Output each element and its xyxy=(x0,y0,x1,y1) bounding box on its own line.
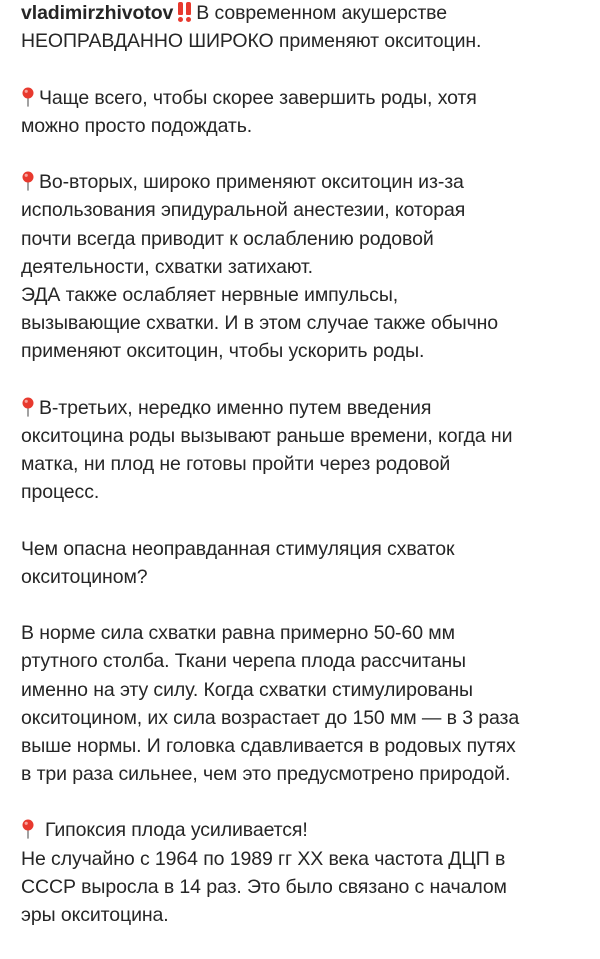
username-link[interactable]: vladimirzhivotov xyxy=(21,2,174,24)
caption-line: вызывающие схватки. И в этом случае также обычно xyxy=(21,312,499,335)
caption-line: Не случайно с 1964 по 1989 гг XX века частота ДЦП в xyxy=(21,847,506,870)
caption-line: окситоцином, их сила возрастает до 150 мм — в 3 раза xyxy=(21,706,520,729)
caption-line: матка, ни плод не готовы пройти через родовой xyxy=(21,453,451,475)
caption-line: в три раза сильнее, чем это предусмотрено природой. xyxy=(21,763,511,786)
caption-text: В современном акушерстве xyxy=(196,2,447,24)
paragraph-gap xyxy=(21,140,591,168)
caption-line: окситоцином? xyxy=(21,565,148,588)
caption-text: Во-вторых, широко применяют окситоцин из-за xyxy=(39,171,464,194)
caption-line: окситоцина роды вызывают раньше времени, когда ни xyxy=(21,424,513,447)
caption-text: Гипоксия плода усиливается! xyxy=(45,819,308,842)
round-pushpin-icon xyxy=(21,87,35,107)
caption-line: можно просто подождать. xyxy=(21,114,253,137)
caption-line: применяют окситоцин, чтобы ускорить роды. xyxy=(21,340,425,363)
caption-line: выше нормы. И головка сдавливается в родовых путях xyxy=(21,734,516,757)
paragraph-gap xyxy=(21,788,591,816)
caption-line: ртутного столба. Ткани черепа плода рассчитаны xyxy=(21,650,466,673)
caption-line: В норме сила схватки равна примерно 50-60 мм xyxy=(21,622,455,645)
caption-text: В-третьих, нередко именно путем введения xyxy=(39,396,432,419)
paragraph-gap xyxy=(21,55,591,83)
paragraph-gap xyxy=(21,506,591,534)
paragraph-gap xyxy=(21,591,591,619)
caption-line xyxy=(21,84,591,112)
caption-line: деятельности, схватки затихают. xyxy=(21,255,313,278)
caption-line-1 xyxy=(21,0,591,27)
caption-line: процесс. xyxy=(21,481,100,504)
caption-line xyxy=(21,168,591,196)
round-pushpin-icon xyxy=(21,819,35,839)
caption-line: именно на эту силу. Когда схватки стимулированы xyxy=(21,678,473,701)
double-exclamation-icon xyxy=(177,2,193,22)
caption-line: ЭДА также ослабляет нервные импульсы, xyxy=(21,283,399,306)
caption-line: НЕОПРАВДАННО ШИРОКО применяют окситоцин. xyxy=(21,30,482,53)
caption-line xyxy=(21,816,591,844)
paragraph-gap xyxy=(21,365,591,393)
caption-line xyxy=(21,394,591,422)
post-caption xyxy=(21,0,591,929)
caption-line: СССР выросла в 14 раз. Это было связано с началом xyxy=(21,875,507,898)
caption-line: Чем опасна неоправданная стимуляция схваток xyxy=(21,537,455,560)
caption-line: использования эпидуральной анестезии, которая xyxy=(21,199,466,222)
caption-line: эры окситоцина. xyxy=(21,904,169,926)
round-pushpin-icon xyxy=(21,397,35,417)
round-pushpin-icon xyxy=(21,171,35,191)
caption-text: Чаще всего, чтобы скорее завершить роды, хотя xyxy=(39,86,477,109)
caption-line: почти всегда приводит к ослаблению родовой xyxy=(21,227,434,250)
